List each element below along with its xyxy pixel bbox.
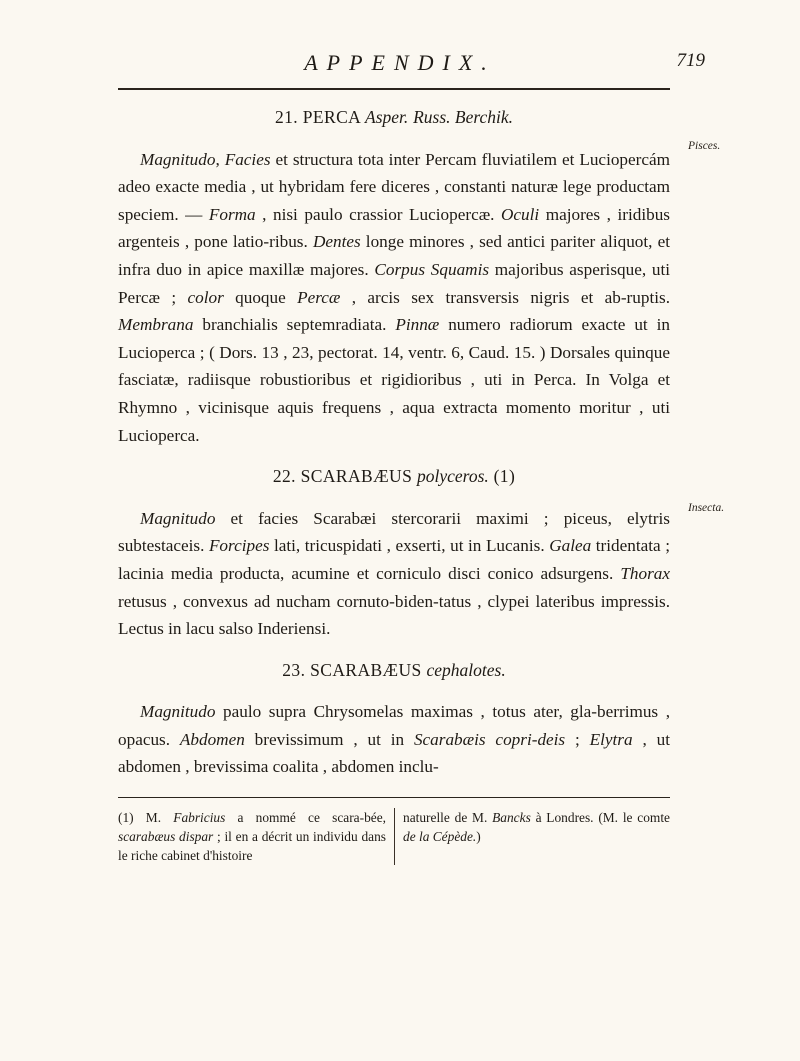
term-color: color: [187, 287, 224, 307]
section-23-number: 23. SCARABÆUS: [282, 659, 422, 680]
main-text: [118, 104, 670, 781]
term-abdomen: Abdomen: [179, 729, 245, 749]
footnote-1: [118, 808, 386, 865]
term-oculi: Oculi: [501, 204, 540, 224]
section-22-number: 22. SCARABÆUS: [272, 466, 413, 487]
term-forcipes: Forcipes: [208, 536, 270, 556]
footnote-rule: [118, 797, 670, 798]
margin-note-insecta: Insecta.: [688, 502, 725, 514]
term-dentes: Dentes: [312, 232, 361, 252]
section-21-title: [118, 104, 670, 132]
text-run: majoribus asperisque, uti Percæ ;: [118, 259, 671, 307]
text-run: retusus , convexus ad nucham cornuto-biden-tatus , clypei lateribus impressis. Lectus in lacu salso Inderiensi.: [118, 591, 670, 639]
text-run: et facies Scarabæi stercorarii maximi ; piceus, elytris subtestaceis.: [118, 508, 670, 556]
text-run: quoque: [223, 287, 298, 307]
footnote-left-column: [118, 808, 394, 865]
text-run: ,: [215, 149, 225, 169]
text-run: ; il en a décrit un individu dans le riche cabinet d'histoire: [118, 829, 386, 863]
text-run: , nisi paulo crassior Luciopercæ.: [255, 204, 501, 224]
section-22-note-ref: (1): [493, 466, 516, 487]
term-membrana: Membrana: [118, 315, 194, 335]
header-rule: [118, 88, 670, 90]
section-23-title: [118, 657, 670, 685]
text-run: à Londres. (M. le comte: [530, 810, 670, 825]
text-run: branchialis septemradiata.: [193, 315, 396, 335]
term-scarabaeis-coprideis: Scarabæis copri-deis: [413, 729, 566, 749]
term-magnitudo: Magnitudo: [140, 508, 216, 528]
text-run: numero radiorum exacte ut in Lucioperca ; ( Dors. 13 , 23, pectorat. 14, ventr. 6, Caud. 15. ) Dorsales quinque fasciatæ, radiisque robustioribus et rigidioribus , uti in Perca. In Volga et Rhymno , vicinisque aquis frequens , aqua extracta momento moritur , uti Lucioperca.: [118, 315, 670, 445]
section-21-paragraph: [118, 146, 670, 450]
term-thorax: Thorax: [620, 563, 670, 583]
section-21-species: Asper.: [365, 107, 409, 127]
term-magnitudo: Magnitudo: [140, 149, 216, 169]
running-head: APPENDIX.: [304, 50, 496, 75]
text-run: a nommé ce scara-bée,: [225, 810, 386, 825]
text-run: ): [476, 829, 481, 844]
section-21-number: 21. PERCA: [274, 107, 361, 127]
text-run: naturelle de M.: [403, 810, 493, 825]
term-pinnae: Pinnæ: [395, 315, 440, 335]
term-magnitudo: Magnitudo: [140, 702, 216, 722]
text-run: brevissimum , ut in: [244, 729, 414, 749]
term-corpus: Corpus Squamis: [374, 259, 490, 279]
text-run: majores , iridibus argenteis , pone latio-ribus.: [118, 204, 670, 252]
term-elytra: Elytra: [589, 729, 633, 749]
section-23-species: cephalotes.: [426, 659, 506, 680]
section-23-paragraph: [118, 698, 670, 781]
section-22-title: [118, 463, 670, 491]
text-run: (1) M.: [118, 810, 174, 825]
footnotes: [118, 808, 670, 865]
text-run: , ut abdomen , brevissima coalita , abdomen inclu-: [118, 729, 670, 777]
author-fabricius: Fabricius: [173, 810, 226, 825]
text-run: tridentata ; lacinia media producta, acumine et corniculo disci conico adsurgens.: [118, 536, 670, 583]
text-run: ;: [565, 729, 590, 749]
author-bancks: Bancks: [492, 810, 531, 825]
margin-note-pisces: Pisces.: [688, 140, 721, 152]
footnote-1-continued: [403, 808, 670, 846]
author-lacepede: de la Cépède.: [403, 829, 477, 844]
term-facies: Facies: [224, 149, 271, 169]
section-21-vernacular: Russ. Berchik.: [413, 107, 514, 127]
text-run: longe minores , sed antici pariter aliquot, et infra duo in apice maxillæ majores.: [118, 232, 670, 279]
term-percae: Percæ: [297, 287, 341, 307]
species-name: scarabæus dispar: [118, 829, 214, 844]
page-number: 719: [676, 50, 705, 71]
text-run: et structura tota inter Percam fluviatilem et Luciopercám adeo exacte media , ut hybridam fere diceres , constanti naturæ lege productam speciem. —: [118, 149, 671, 224]
term-galea: Galea: [549, 536, 592, 556]
text-run: paulo supra Chrysomelas maximas , totus ater, gla-berrimus , opacus.: [118, 702, 670, 749]
text-run: lati, tricuspidati , exserti, ut in Lucanis.: [269, 536, 550, 556]
footnote-right-column: [394, 808, 670, 865]
text-run: , arcis sex transversis nigris et ab-ruptis.: [340, 287, 671, 307]
section-22-species: polyceros.: [417, 466, 489, 487]
section-22-paragraph: [118, 505, 670, 643]
term-forma: Forma: [208, 204, 256, 224]
